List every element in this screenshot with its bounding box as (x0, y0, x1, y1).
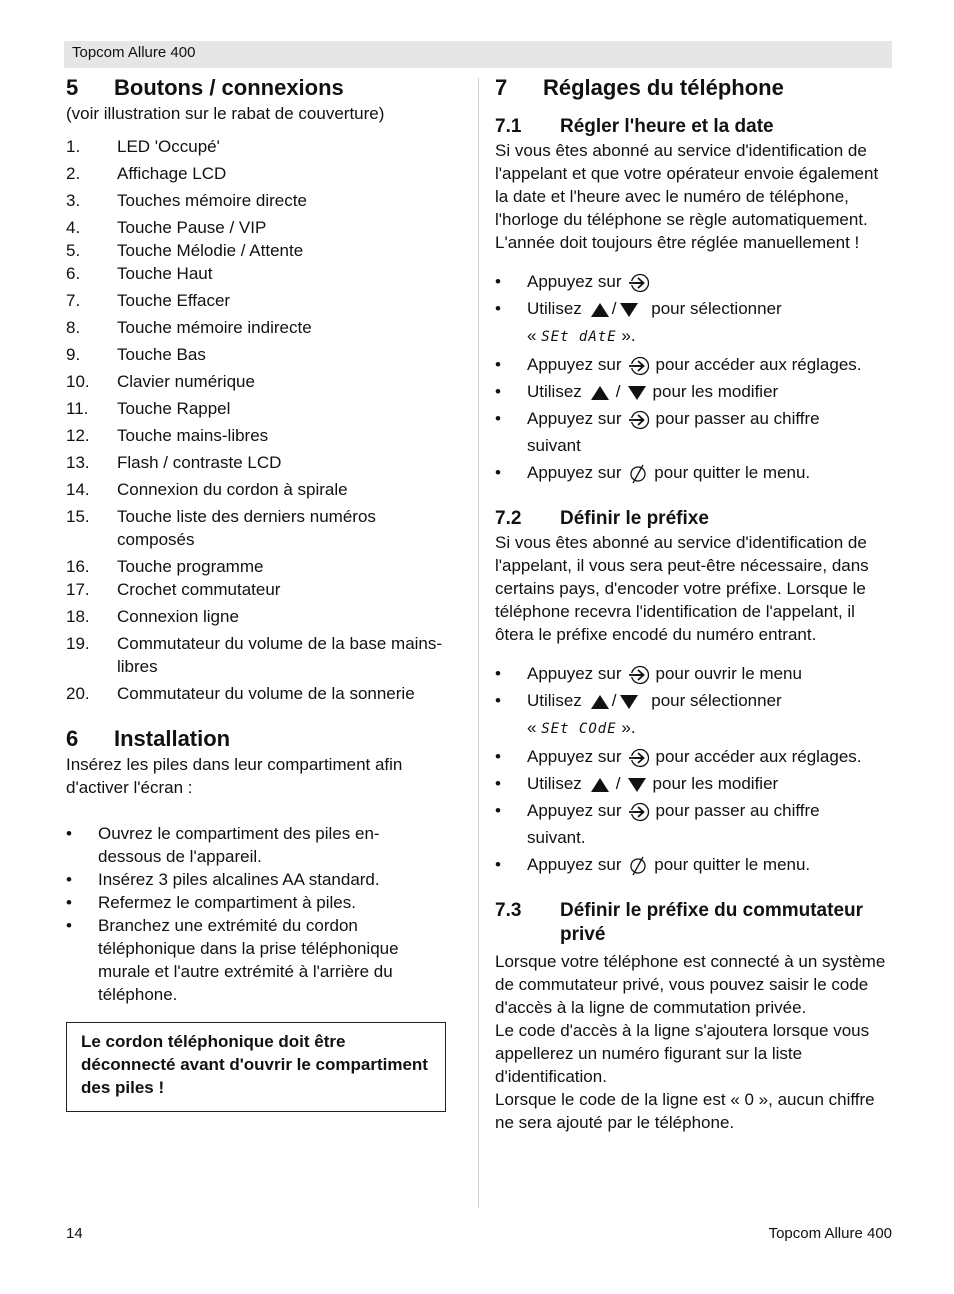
section-6-heading: 6 Installation (66, 726, 231, 751)
list-item: 15. Touche liste des derniers numéros composés (66, 507, 376, 549)
lcd-text: SEt COdE (541, 721, 617, 737)
section-7-1-intro: Si vous êtes abonné au service d'identification de l'appelant et que votre opérateur envoie également la date et l'heure avec le numéro de téléphone, l'horloge du téléphone se règle automatiquement. L'année doit toujours être réglée manuellement ! (495, 141, 879, 252)
down-triangle-icon (619, 694, 639, 710)
list-item: • Utilisez / pour les modifier (495, 774, 779, 793)
section-7-3-heading: 7.3 Définir le préfixe du commutateur privé (495, 900, 864, 945)
list-item: 3. Touches mémoire directe (66, 191, 307, 210)
section-7-2-heading: 7.2 Définir le préfixe (495, 508, 709, 529)
list-item: 12. Touche mains-libres (66, 426, 269, 445)
up-triangle-icon (590, 385, 610, 401)
list-item: 17. Crochet commutateur (66, 580, 281, 599)
up-triangle-icon (590, 694, 610, 710)
section-5-subtitle: (voir illustration sur le rabat de couverture) (66, 104, 385, 123)
list-item: 11. Touche Rappel (66, 399, 231, 418)
prefix-steps (495, 660, 895, 878)
list-item: 7. Touche Effacer (66, 291, 231, 310)
menu-arrow-icon (628, 665, 650, 685)
list-item: • Utilisez / pour les modifier (495, 382, 779, 401)
list-item: 10. Clavier numérique (66, 372, 255, 391)
down-triangle-icon (619, 302, 639, 318)
menu-arrow-icon (628, 748, 650, 768)
list-item: 13. Flash / contraste LCD (66, 453, 282, 472)
list-item: • Appuyez sur pour passer au chiffre suivant. (495, 801, 820, 847)
column-divider (478, 78, 479, 1208)
list-item: • Appuyez sur (495, 268, 895, 295)
list-item: 16. Touche programme (66, 557, 264, 576)
list-item: • Utilisez / pour sélectionner « SEt COdE ». (495, 691, 782, 737)
section-7-1-heading: 7.1 Régler l'heure et la date (495, 116, 774, 137)
list-item: 1. LED 'Occupé' (66, 137, 220, 156)
list-item: 14. Connexion du cordon à spirale (66, 480, 348, 499)
list-item: • Appuyez sur pour quitter le menu. (495, 459, 895, 486)
up-triangle-icon (590, 302, 610, 318)
exit-slash-circle-icon (628, 463, 648, 485)
left-column (66, 74, 466, 1112)
footer-product: Topcom Allure 400 (768, 1225, 892, 1242)
menu-arrow-icon (628, 356, 650, 376)
header-bar (64, 41, 892, 68)
list-item: 4. Touche Pause / VIP (66, 218, 267, 237)
section-7-heading: 7 Réglages du téléphone (495, 75, 784, 100)
installation-steps (66, 822, 466, 1006)
list-item: 2. Affichage LCD (66, 164, 227, 183)
menu-arrow-icon (628, 273, 650, 293)
section-7-3-paragraph: Le code d'accès à la ligne s'ajoutera lorsque vous appellerez un numéro figurant sur la liste d'identification. (495, 1021, 870, 1086)
list-item: 20. Commutateur du volume de la sonnerie (66, 684, 415, 703)
section-5-heading: 5 Boutons / connexions (66, 75, 344, 100)
list-item: 18. Connexion ligne (66, 607, 239, 626)
list-item: • Appuyez sur pour quitter le menu. (495, 851, 895, 878)
list-item: 8. Touche mémoire indirecte (66, 318, 312, 337)
down-triangle-icon (627, 385, 647, 401)
list-item: 9. Touche Bas (66, 345, 206, 364)
list-item: • Utilisez / pour sélectionner « SEt dAtE ». (495, 299, 782, 345)
buttons-list (66, 135, 466, 705)
section-7-2-intro: Si vous êtes abonné au service d'identification de l'appelant, il vous sera peut-être nécessaire, dans certains pays, d'encoder votre préfixe. Lorsque le téléphone recevra l'identification de l'appelant, il ôtera le préfixe encodé du numéro entrant. (495, 533, 869, 644)
header-title: Topcom Allure 400 (72, 44, 196, 61)
exit-slash-circle-icon (628, 855, 648, 877)
section-6-intro: Insérez les piles dans leur compartiment afin d'activer l'écran : (66, 755, 403, 797)
list-item: • Branchez une extrémité du cordon téléphonique dans la prise téléphonique murale et l'autre extrémité à l'arrière du téléphone. (66, 916, 399, 1004)
menu-arrow-icon (628, 410, 650, 430)
list-item: • Appuyez sur pour accéder aux réglages. (495, 355, 862, 374)
list-item: • Insérez 3 piles alcalines AA standard. (66, 870, 380, 889)
list-item: • Appuyez sur pour ouvrir le menu (495, 664, 802, 683)
right-column (495, 74, 895, 1134)
down-triangle-icon (627, 777, 647, 793)
page-number: 14 (66, 1225, 83, 1242)
section-7-3-paragraph: Lorsque le code de la ligne est « 0 », aucun chiffre ne sera ajouté par le téléphone. (495, 1090, 875, 1132)
list-item: • Refermez le compartiment à piles. (66, 893, 356, 912)
list-item: 19. Commutateur du volume de la base mains-libres (66, 634, 443, 676)
lcd-text: SEt dAtE (541, 329, 617, 345)
warning-text: Le cordon téléphonique doit être déconnecté avant d'ouvrir le compartiment des piles ! (81, 1032, 428, 1097)
section-7-3-paragraph: Lorsque votre téléphone est connecté à un système de commutateur privé, vous pouvez saisir le code d'accès à la ligne de commutation privée. (495, 952, 886, 1017)
list-item: 5. Touche Mélodie / Attente (66, 241, 304, 260)
time-date-steps (495, 268, 895, 486)
menu-arrow-icon (628, 802, 650, 822)
list-item: • Appuyez sur pour accéder aux réglages. (495, 747, 862, 766)
list-item: • Appuyez sur pour passer au chiffre suivant (495, 409, 820, 455)
warning-box (66, 1022, 446, 1112)
list-item: • Ouvrez le compartiment des piles en-dessous de l'appareil. (66, 824, 380, 866)
list-item: 6. Touche Haut (66, 264, 213, 283)
up-triangle-icon (590, 777, 610, 793)
